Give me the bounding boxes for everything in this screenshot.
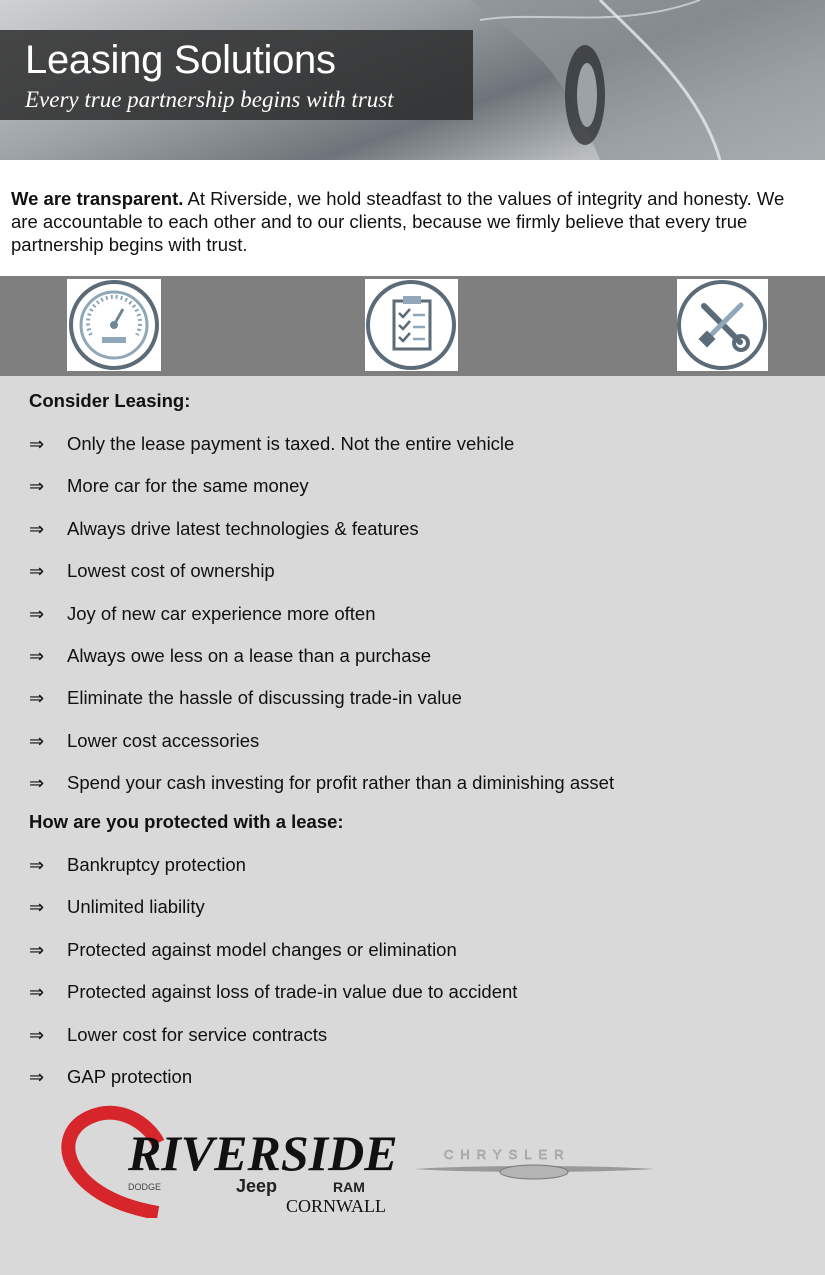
arrow-bullet-icon: ⇒ xyxy=(29,434,45,455)
arrow-bullet-icon: ⇒ xyxy=(29,603,45,625)
arrow-bullet-icon: ⇒ xyxy=(29,561,45,583)
page-tagline: Every true partnership begins with trust xyxy=(25,87,394,112)
consider-leasing-item-text: Lower cost accessories xyxy=(67,729,260,751)
consider-leasing-item-text: Always drive latest technologies & features xyxy=(67,517,419,539)
hero-banner xyxy=(0,0,825,160)
consider-leasing-item xyxy=(29,730,259,752)
protection-item xyxy=(29,1024,327,1046)
partner-brand-name: CHRYSLER xyxy=(444,1147,571,1162)
protection-item xyxy=(29,896,205,918)
consider-leasing-item xyxy=(29,475,309,497)
protection-item-text: Unlimited liability xyxy=(67,896,205,918)
arrow-bullet-icon: ⇒ xyxy=(29,773,45,795)
clipboard-checklist-icon xyxy=(365,279,458,371)
consider-leasing-item-text: Lowest cost of ownership xyxy=(67,560,275,582)
intro-body: At Riverside, we hold steadfast to the values of integrity and honesty. We are accountable to each other and to our clients, because we firmly believe that every true partnership begins with trust. xyxy=(11,188,785,255)
protection-item xyxy=(29,981,517,1003)
intro-section xyxy=(0,160,825,276)
consider-leasing-item xyxy=(29,645,431,667)
arrow-bullet-icon: ⇒ xyxy=(29,518,45,540)
brand-dodge: DODGE xyxy=(128,1182,162,1192)
arrow-bullet-icon: ⇒ xyxy=(29,476,45,498)
consider-leasing-heading: Consider Leasing: xyxy=(29,390,191,411)
clipboard-tile xyxy=(365,279,458,371)
consider-leasing-item-text: Joy of new car experience more often xyxy=(67,602,376,624)
arrow-bullet-icon: ⇒ xyxy=(29,1024,45,1046)
intro-paragraph xyxy=(11,187,801,256)
protection-item-text: GAP protection xyxy=(67,1066,193,1087)
consider-leasing-item-text: Eliminate the hassle of discussing trade-in value xyxy=(67,687,462,709)
brand-jeep: Jeep xyxy=(236,1176,278,1196)
protection-item xyxy=(29,854,246,876)
consider-leasing-item-text: Spend your cash investing for profit rather than a diminishing asset xyxy=(67,772,615,794)
protected-heading: How are you protected with a lease: xyxy=(29,811,344,832)
dealer-location: CORNWALL xyxy=(286,1196,386,1216)
tools-tile xyxy=(677,279,768,371)
consider-leasing-item xyxy=(29,687,462,709)
consider-leasing-item-text: More car for the same money xyxy=(67,475,309,497)
consider-leasing-item xyxy=(29,433,514,455)
protection-item-text: Bankruptcy protection xyxy=(67,854,246,875)
consider-leasing-item xyxy=(29,518,419,540)
arrow-bullet-icon: ⇒ xyxy=(29,730,45,752)
consider-leasing-item-text: Only the lease payment is taxed. Not the entire vehicle xyxy=(67,433,515,454)
arrow-bullet-icon: ⇒ xyxy=(29,939,45,961)
protection-item-text: Lower cost for service contracts xyxy=(67,1023,328,1045)
brand-ram: RAM xyxy=(333,1179,365,1195)
protection-item xyxy=(29,939,457,961)
dealer-name: RIVERSIDE xyxy=(128,1125,398,1181)
arrow-bullet-icon: ⇒ xyxy=(29,897,45,919)
arrow-bullet-icon: ⇒ xyxy=(29,982,45,1004)
protection-item xyxy=(29,1066,192,1088)
wrench-screwdriver-icon xyxy=(677,279,768,371)
consider-leasing-item xyxy=(29,772,614,794)
speedometer-icon xyxy=(67,279,161,371)
chrysler-logo xyxy=(412,1145,657,1190)
consider-leasing-item xyxy=(29,560,275,582)
page-title: Leasing Solutions xyxy=(25,38,336,82)
protection-item-text: Protected against model changes or elimination xyxy=(67,938,457,960)
speedometer-tile xyxy=(67,279,161,371)
title-box xyxy=(0,30,473,120)
arrow-bullet-icon: ⇒ xyxy=(29,1067,45,1088)
arrow-bullet-icon: ⇒ xyxy=(29,855,45,876)
arrow-bullet-icon: ⇒ xyxy=(29,646,45,667)
consider-leasing-item-text: Always owe less on a lease than a purchase xyxy=(67,645,432,666)
consider-leasing-item xyxy=(29,603,376,625)
intro-lead: We are transparent. xyxy=(11,188,184,209)
riverside-logo xyxy=(58,1098,408,1223)
protection-item-text: Protected against loss of trade-in value due to accident xyxy=(67,981,518,1003)
arrow-bullet-icon: ⇒ xyxy=(29,688,45,710)
